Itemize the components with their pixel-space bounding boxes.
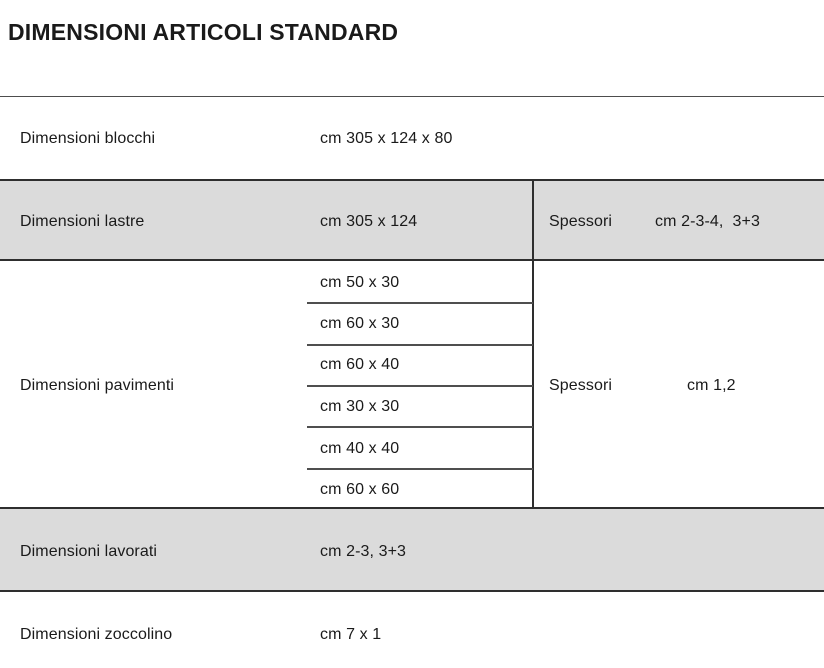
row-lavorati-value: cm 2-3, 3+3 xyxy=(320,543,407,560)
pavimenti-size-item: cm 60 x 40 xyxy=(320,356,400,373)
title-divider-line xyxy=(0,96,824,97)
pavimenti-size-item: cm 60 x 30 xyxy=(320,315,400,332)
pavimenti-size-item: cm 40 x 40 xyxy=(320,440,400,457)
row-lavorati-label: Dimensioni lavorati xyxy=(20,543,158,560)
row-lavorati-top-border xyxy=(0,507,824,509)
row-lastre-spessori-value: cm 2-3-4, 3+3 xyxy=(655,213,761,230)
row-lavorati-bottom-border xyxy=(0,590,824,592)
size-row-divider xyxy=(307,426,533,428)
page-title: DIMENSIONI ARTICOLI STANDARD xyxy=(8,19,399,45)
size-row-divider xyxy=(307,385,533,387)
size-row-divider xyxy=(307,468,533,470)
pavimenti-size-item: cm 60 x 60 xyxy=(320,481,400,498)
row-pavimenti-spessori-label: Spessori xyxy=(549,377,613,394)
pavimenti-size-item: cm 50 x 30 xyxy=(320,274,400,291)
row-zoccolino-label: Dimensioni zoccolino xyxy=(20,626,173,643)
pavimenti-size-item: cm 30 x 30 xyxy=(320,398,400,415)
row-pavimenti-label: Dimensioni pavimenti xyxy=(20,377,175,394)
row-blocchi-value: cm 305 x 124 x 80 xyxy=(320,130,453,147)
row-lastre-label: Dimensioni lastre xyxy=(20,213,145,230)
row-lastre-value: cm 305 x 124 xyxy=(320,213,418,230)
row-lastre-bottom-border xyxy=(0,259,824,261)
row-pavimenti-spessori-value: cm 1,2 xyxy=(687,377,736,394)
row-lastre-spessori-label: Spessori xyxy=(549,213,613,230)
size-row-divider xyxy=(307,302,533,304)
size-row-divider xyxy=(307,344,533,346)
row-blocchi-label: Dimensioni blocchi xyxy=(20,130,156,147)
row-lastre-top-border xyxy=(0,179,824,181)
row-zoccolino-value: cm 7 x 1 xyxy=(320,626,382,643)
